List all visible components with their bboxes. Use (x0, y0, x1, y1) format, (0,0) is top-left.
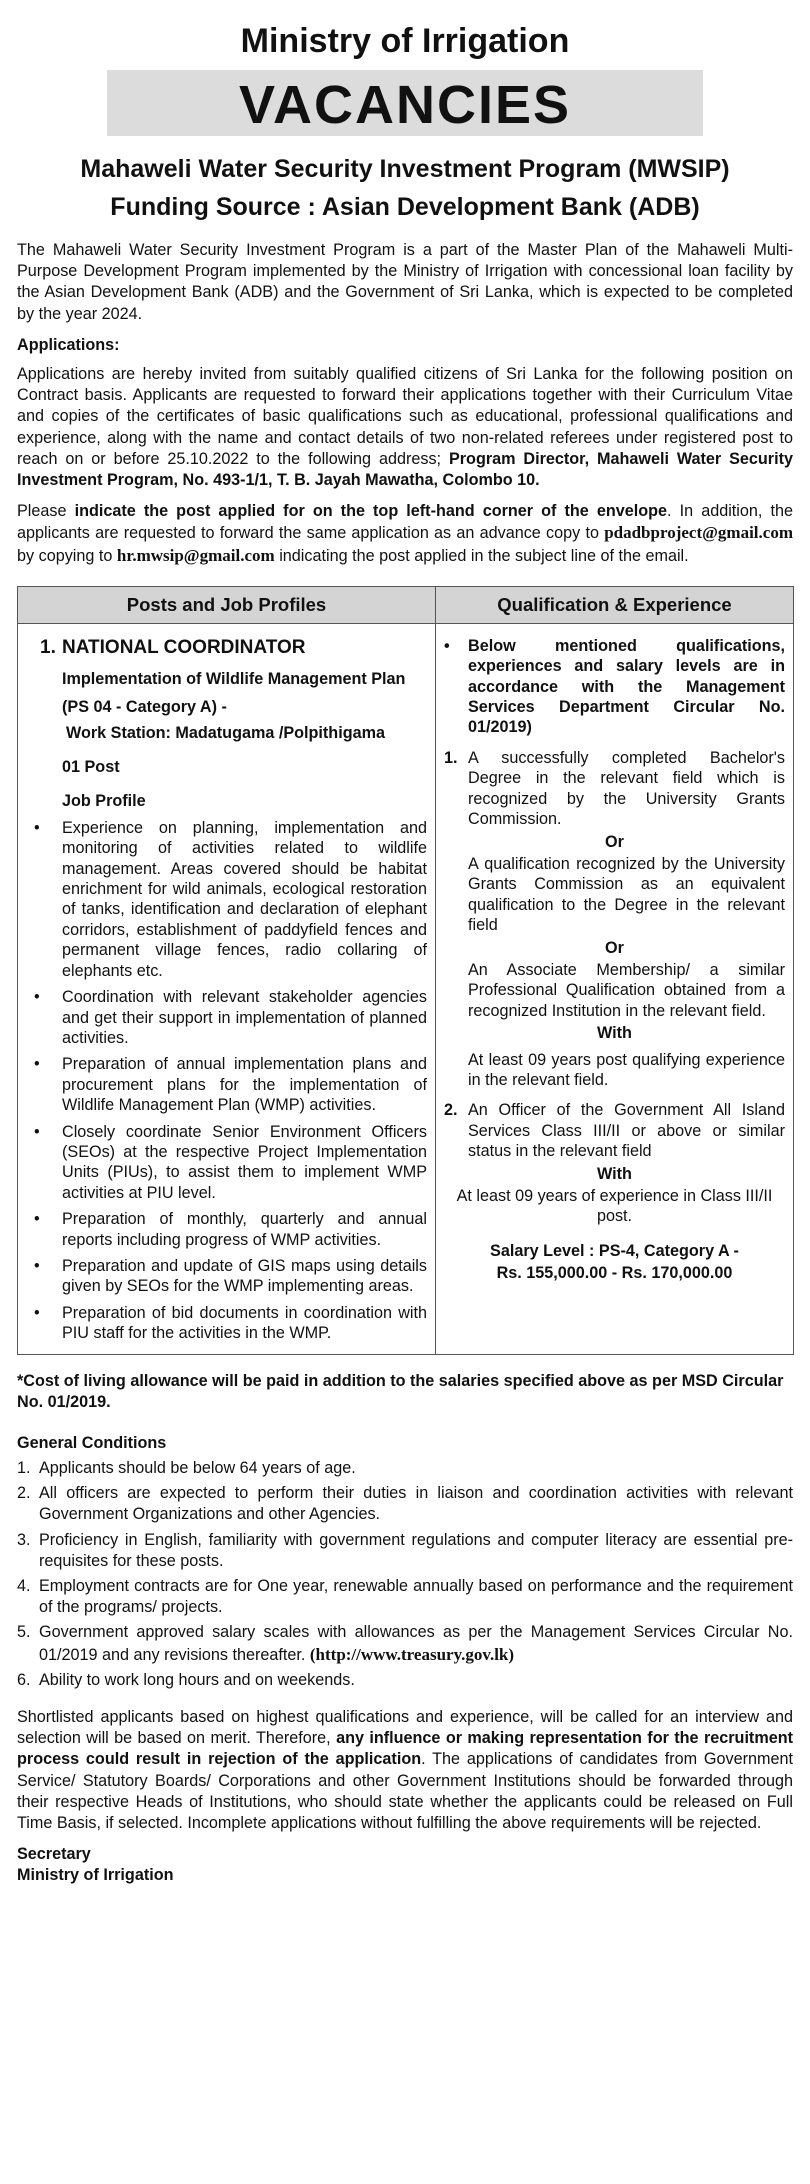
bullet-icon: • (34, 1210, 40, 1229)
item-number: 3. (17, 1530, 31, 1549)
treasury-link[interactable]: (http://www.treasury.gov.lk) (309, 1644, 515, 1664)
option-number: 1. (444, 748, 458, 767)
general-conditions-list (17, 1458, 793, 1691)
applications-text: Applications are hereby invited from suitably qualified citizens of Sri Lanka for the following position on Contract basis. Applicants are requested to forward their applications together with their Curriculum Vitae and copies of the certificates of basic qualifications such as educational, professional qualifications and experience, along with the name and contact details of two non-related referees under registered post to reach on or before 25.10.2022 to the following address; (17, 365, 793, 468)
qualification-option-1 (444, 748, 785, 830)
list-item (17, 1622, 793, 1665)
bullet-icon: • (34, 1303, 40, 1322)
list-item (26, 1122, 427, 1204)
experience-requirement: At least 09 years of experience in Class III/II post. (456, 1187, 773, 1226)
item-text: Applicants should be below 64 years of age. (39, 1459, 356, 1477)
salary-range: Rs. 155,000.00 - Rs. 170,000.00 (496, 1264, 733, 1283)
envelope-instruction (17, 501, 793, 567)
duty-text: Preparation of monthly, quarterly and annual reports including progress of WMP activities. (62, 1210, 427, 1249)
signature-block (17, 1844, 793, 1886)
email-copy[interactable]: hr.mwsip@gmail.com (116, 545, 275, 565)
list-item (17, 1458, 793, 1479)
job-profile-heading: Job Profile (62, 791, 146, 810)
duty-text: Coordination with relevant stakeholder agencies and get their support in implementation of planned activities. (62, 988, 427, 1047)
option-text: A successfully completed Bachelor's Degree in the relevant field which is recognized by the University Grants Commission. (468, 748, 785, 829)
bullet-icon: • (34, 988, 40, 1007)
post-title: NATIONAL COORDINATOR (62, 636, 306, 658)
program-name: Mahaweli Water Security Investment Program (MWSIP) (80, 155, 730, 183)
bullet-icon: • (34, 818, 40, 837)
applications-paragraph (17, 364, 793, 491)
list-item (17, 1530, 793, 1572)
funding-source: Funding Source : Asian Development Bank (ADB) (110, 193, 700, 221)
item-number: 4. (17, 1577, 31, 1596)
post-subtitle: Implementation of Wildlife Management Plan (62, 669, 406, 688)
list-item (26, 1256, 427, 1297)
with-separator: With (597, 1164, 632, 1183)
post-heading (26, 636, 427, 660)
item-text-body: Government approved salary scales with allowances as per the Management Services Circular No. 01/2019 and any revisions thereafter. (39, 1623, 793, 1664)
item-text (39, 1622, 793, 1665)
instruction-text: Please (17, 502, 67, 521)
post-number: 1. (40, 636, 56, 658)
list-item (17, 1670, 793, 1691)
instruction-text: . In addition, the applicants are requested to forward the same application as an advance copy to (17, 502, 793, 543)
signatory-organization: Ministry of Irrigation (17, 1866, 174, 1885)
job-profile-cell (18, 623, 436, 1354)
closing-emphasis: any influence or making representation for the recruitment process could result in rejection of the application (17, 1729, 794, 1769)
bullet-icon: • (34, 1256, 40, 1275)
signatory-title: Secretary (17, 1845, 91, 1864)
intro-paragraph: The Mahaweli Water Security Investment Program is a part of the Master Plan of the Mahaweli Multi-Purpose Development Program implemented by the Ministry of Irrigation with concessional loan facility by the Asian Development Bank (ADB) and the Government of Sri Lanka, which is expected to be completed by the year 2024. (17, 241, 793, 323)
option-text: A qualification recognized by the University Grants Commission as an equivalent qualification to the Degree in the relevant field (468, 854, 785, 935)
list-item (26, 1303, 427, 1344)
instruction-text: indicating the post applied in the subject line of the email. (279, 546, 689, 565)
vacancies-banner: VACANCIES (107, 70, 703, 136)
option-text: An Associate Membership/ a similar Professional Qualification obtained from a recognized Institution in the relevant field. (468, 960, 785, 1020)
closing-text: Shortlisted applicants based on highest qualifications and experience, will be called for an interview and selection will be based on merit. Therefore, (17, 1708, 793, 1748)
qualification-option-2 (444, 1100, 785, 1161)
item-text: All officers are expected to perform their duties in liaison and coordination activities with relevant Government Organizations and other Agencies. (39, 1484, 793, 1524)
option-text: An Officer of the Government All Island Services Class III/II or above or similar status in the relevant field (468, 1101, 785, 1161)
email-primary[interactable]: pdadbproject@gmail.com (604, 523, 793, 543)
option-number: 2. (444, 1101, 458, 1120)
experience-requirement: At least 09 years post qualifying experience in the relevant field. (468, 1050, 785, 1089)
instruction-emphasis: indicate the post applied for on the top left-hand corner of the envelope (74, 502, 668, 521)
general-conditions-heading: General Conditions (17, 1434, 167, 1452)
applications-heading: Applications: (17, 335, 120, 354)
allowance-note: *Cost of living allowance will be paid in addition to the salaries specified above as per MSD Circular No. 01/2019. (17, 1371, 784, 1411)
duty-text: Experience on planning, implementation and monitoring of activities related to wildlife management. Areas covered should be habitat enrichment for wild animals, ecological restoration of tanks, identification and declaration of elephant corridors, establishment of paddyfield fences and permanent village fences, radio collaring of elephants etc. (62, 818, 427, 980)
list-item (26, 1054, 427, 1115)
duty-text: Preparation of annual implementation plans and procurement plans for the implementation of Wildlife Management Plan (WMP) activities. (62, 1055, 427, 1115)
column-header-posts: Posts and Job Profiles (18, 586, 436, 623)
or-separator: Or (605, 832, 624, 851)
list-item (26, 987, 427, 1048)
posts-table (17, 586, 794, 1355)
item-text: Proficiency in English, familiarity with government regulations and computer literacy are essential pre-requisites for these posts. (39, 1530, 793, 1570)
salary-level: Salary Level : PS-4, Category A - (490, 1241, 739, 1260)
item-text: Employment contracts are for One year, renewable annually based on performance and the requirement of the programs/ projects. (39, 1577, 793, 1617)
duty-text: Preparation of bid documents in coordination with PIU staff for the activities in the WMP. (62, 1303, 427, 1343)
duties-list (26, 818, 427, 1344)
bullet-icon: • (444, 636, 450, 655)
bullet-icon: • (34, 1055, 40, 1074)
qualification-cell (436, 623, 794, 1354)
qualification-intro-text: Below mentioned qualifications, experiences and salary levels are in accordance with the Management Services Department Circular No. 01/2019) (468, 636, 785, 737)
item-number: 5. (17, 1623, 31, 1642)
list-item (26, 818, 427, 981)
item-text: Ability to work long hours and on weekends. (39, 1670, 355, 1689)
bullet-icon: • (34, 1122, 40, 1141)
item-number: 2. (17, 1484, 31, 1503)
duty-text: Closely coordinate Senior Environment Officers (SEOs) at the respective Project Implementation Units (PIUs), to assist them to implement WMP activities at PIU level. (62, 1122, 427, 1202)
with-separator: With (597, 1024, 632, 1043)
column-header-qualification: Qualification & Experience (436, 586, 794, 623)
program-title (17, 150, 793, 226)
closing-paragraph (17, 1707, 793, 1834)
closing-text: . The applications of candidates from Government Service/ Statutory Boards/ Corporations and other Government Institutions should be forwarded through their respective Heads of Institutions, who should state whether the applicants could be released on Full Time Basis, if selected. Incomplete applications without fulfilling the above requirements will be rejected. (17, 1750, 793, 1833)
post-category: (PS 04 - Category A) - (62, 697, 227, 716)
list-item (26, 1209, 427, 1250)
list-item (17, 1483, 793, 1525)
postal-address: Program Director, Mahaweli Water Security Investment Program, No. 493-1/1, T. B. Jayah Mawatha, Colombo 10. (17, 449, 793, 490)
item-number: 1. (17, 1459, 31, 1477)
item-number: 6. (17, 1670, 31, 1689)
qualification-intro (444, 636, 785, 738)
duty-text: Preparation and update of GIS maps using details given by SEOs for the WMP implementing areas. (62, 1256, 427, 1296)
list-item (17, 1576, 793, 1618)
or-separator: Or (605, 938, 624, 957)
ministry-title: Ministry of Irrigation (240, 22, 570, 60)
work-station: Work Station: Madatugama /Polpithigama (66, 723, 385, 742)
instruction-text: by copying to (17, 546, 113, 565)
post-count: 01 Post (62, 757, 120, 776)
